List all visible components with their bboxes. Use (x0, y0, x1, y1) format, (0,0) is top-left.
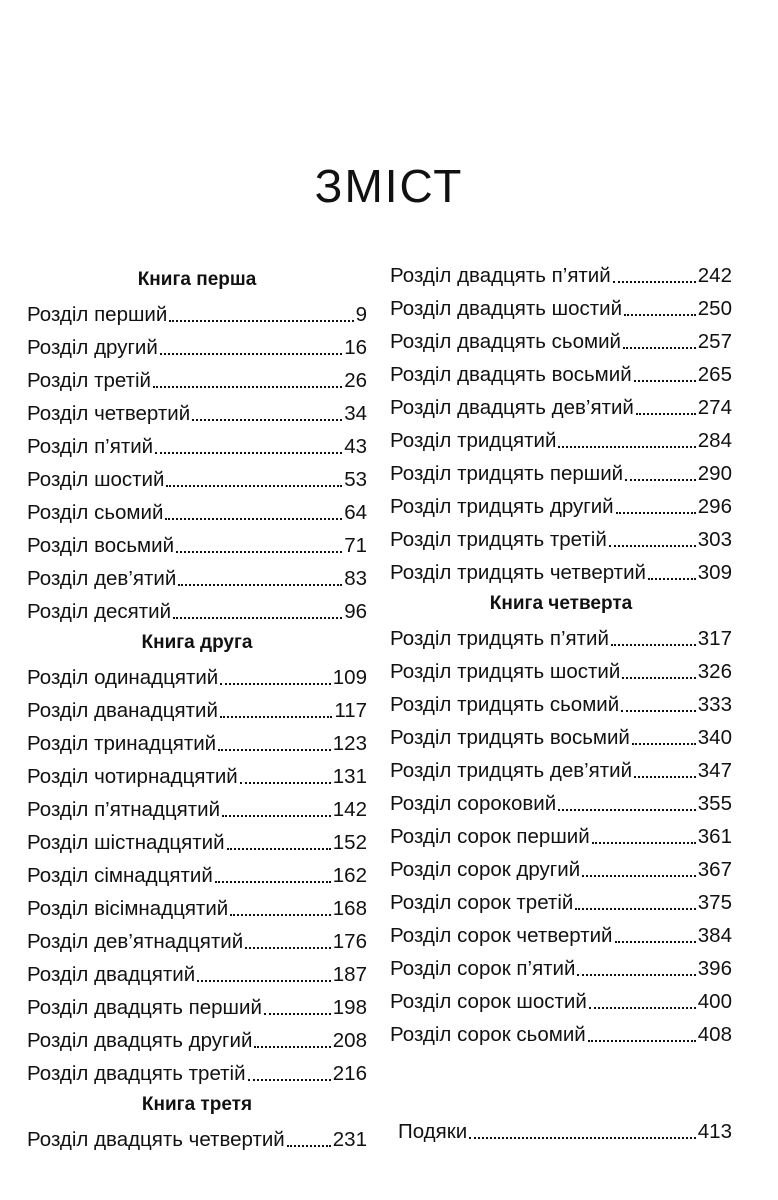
dot-leader (287, 1143, 331, 1147)
toc-entry-page: 176 (332, 930, 367, 953)
toc-entry-label: Розділ тринадцятий (27, 732, 217, 755)
dot-leader (613, 279, 696, 283)
toc-entry-page: 71 (344, 534, 367, 557)
toc-entry-label: Розділ чотирнадцятий (27, 765, 238, 788)
toc-entry-page: 16 (344, 336, 367, 359)
toc-entry-page: 367 (697, 858, 732, 881)
toc-entry[interactable] (390, 949, 732, 982)
dot-leader (178, 582, 342, 586)
toc-entry-label: Розділ сімнадцятий (27, 864, 213, 887)
toc-entry[interactable] (390, 784, 732, 817)
toc-entry-page: 117 (334, 699, 367, 722)
toc-entry[interactable] (27, 988, 367, 1021)
toc-entry-label: Розділ сорок третій (390, 891, 574, 914)
toc-entry[interactable] (390, 355, 732, 388)
dot-leader (623, 345, 696, 349)
toc-entry-label: Розділ тридцять четвертий (390, 561, 646, 584)
toc-entry-label: Розділ сьомий (27, 501, 164, 524)
dot-leader (616, 510, 696, 514)
toc-entry[interactable] (27, 328, 367, 361)
toc-entry-label: Розділ двадцять дев’ятий (390, 396, 634, 419)
toc-entry-label: Розділ двадцять перший (27, 996, 262, 1019)
toc-entry-page: 43 (344, 435, 367, 458)
dot-leader (227, 846, 331, 850)
dot-leader (215, 879, 331, 883)
toc-entry-label: Розділ сорок перший (390, 825, 590, 848)
toc-entry[interactable] (27, 460, 367, 493)
toc-entry-page: 34 (344, 402, 367, 425)
dot-leader (218, 747, 331, 751)
toc-entry-page: 361 (697, 825, 732, 848)
toc-entry-page: 152 (332, 831, 367, 854)
dot-leader (160, 351, 342, 355)
toc-right-column (390, 256, 732, 1048)
toc-entry-page: 284 (697, 429, 732, 452)
dot-leader (254, 1044, 330, 1048)
toc-entry-label: Розділ тридцять п’ятий (390, 627, 609, 650)
toc-entry-page: 400 (697, 990, 732, 1013)
toc-entry-label: Розділ двадцять шостий (390, 297, 623, 320)
toc-entry-page: 296 (697, 495, 732, 518)
toc-entry[interactable] (27, 1120, 367, 1153)
dot-leader (192, 417, 342, 421)
toc-entry-label: Розділ п’ятнадцятий (27, 798, 221, 821)
toc-entry-label: Розділ тридцять шостий (390, 660, 621, 683)
dot-leader (166, 483, 342, 487)
toc-entry[interactable] (390, 619, 732, 652)
toc-entry[interactable] (27, 394, 367, 427)
toc-entry-page: 96 (344, 600, 367, 623)
toc-entry[interactable] (390, 916, 732, 949)
dot-leader (632, 741, 696, 745)
toc-entry[interactable] (27, 856, 367, 889)
toc-entry[interactable] (27, 1021, 367, 1054)
toc-entry[interactable] (390, 289, 732, 322)
toc-entry-label: Розділ четвертий (27, 402, 191, 425)
toc-entry-page: 347 (697, 759, 732, 782)
toc-entry[interactable] (390, 388, 732, 421)
toc-left-column (27, 262, 367, 1153)
toc-entry-page: 242 (697, 264, 732, 287)
toc-entry-label: Розділ тридцять дев’ятий (390, 759, 633, 782)
toc-entry[interactable] (27, 922, 367, 955)
toc-entry-page: 340 (697, 726, 732, 749)
toc-entry[interactable] (27, 1054, 367, 1087)
toc-entry-page: 26 (344, 369, 367, 392)
toc-entry-page: 131 (332, 765, 367, 788)
toc-entry[interactable] (390, 850, 732, 883)
toc-entry-label: Розділ дванадцятий (27, 699, 218, 722)
toc-entry-label: Розділ сорок шостий (390, 990, 587, 1013)
dot-leader (165, 516, 342, 520)
toc-entry-page: 355 (697, 792, 732, 815)
toc-entry[interactable] (390, 685, 732, 718)
toc-entry[interactable] (27, 295, 367, 328)
toc-entry-page: 408 (697, 1023, 732, 1046)
toc-entry-page: 303 (697, 528, 732, 551)
toc-entry-label: Розділ сорок другий (390, 858, 581, 881)
dot-leader (624, 312, 696, 316)
toc-entry[interactable] (390, 982, 732, 1015)
toc-entry-page: 198 (332, 996, 367, 1019)
toc-entry-page: 265 (697, 363, 732, 386)
dot-leader (248, 1077, 331, 1081)
toc-entry[interactable] (390, 322, 732, 355)
toc-entry-page: 64 (344, 501, 367, 524)
dot-leader (611, 642, 696, 646)
dot-leader (625, 477, 696, 481)
dot-leader (220, 681, 331, 685)
dot-leader (230, 912, 331, 916)
dot-leader (575, 906, 695, 910)
toc-entry-page: 216 (332, 1062, 367, 1085)
toc-entry-page: 109 (332, 666, 367, 689)
toc-entry[interactable] (27, 823, 367, 856)
dot-leader (173, 615, 342, 619)
toc-entry-label: Розділ дев’ятнадцятий (27, 930, 244, 953)
toc-entry-label: Розділ двадцятий (27, 963, 196, 986)
dot-leader (636, 411, 696, 415)
dot-leader (634, 774, 696, 778)
toc-entry-page: 123 (332, 732, 367, 755)
dot-leader (264, 1011, 331, 1015)
toc-entry-label: Розділ сорок п’ятий (390, 957, 576, 980)
toc-entry[interactable] (27, 955, 367, 988)
dot-leader (588, 1038, 696, 1042)
dot-leader (615, 939, 696, 943)
toc-entry-page: 333 (697, 693, 732, 716)
toc-entry-label: Розділ тридцять третій (390, 528, 607, 551)
toc-entry[interactable] (27, 658, 367, 691)
toc-entry-page: 396 (697, 957, 732, 980)
dot-leader (589, 1005, 696, 1009)
toc-entry[interactable] (390, 553, 732, 586)
toc-entry-label: Розділ двадцять п’ятий (390, 264, 611, 287)
toc-entry-page: 142 (332, 798, 367, 821)
toc-entry[interactable] (390, 751, 732, 784)
toc-entry[interactable] (27, 361, 367, 394)
toc-entry-page: 187 (332, 963, 367, 986)
toc-entry-page: 162 (332, 864, 367, 887)
toc-entry-label: Розділ тридцятий (390, 429, 557, 452)
toc-entry-label: Розділ сорок сьомий (390, 1023, 586, 1046)
toc-entry-page: 290 (697, 462, 732, 485)
toc-entry[interactable] (390, 883, 732, 916)
dot-leader (176, 549, 342, 553)
toc-entry[interactable] (390, 718, 732, 751)
toc-entry-label: Розділ другий (27, 336, 158, 359)
toc-entry[interactable] (390, 421, 732, 454)
toc-entry-label: Розділ перший (27, 303, 168, 326)
toc-entry-label: Розділ тридцять восьмий (390, 726, 630, 749)
toc-entry[interactable] (27, 427, 367, 460)
toc-entry[interactable] (27, 493, 367, 526)
book-heading: Книга третя (141, 1094, 253, 1115)
toc-entry-acknowledgements[interactable] (398, 1112, 732, 1145)
dot-leader (155, 450, 342, 454)
toc-entry[interactable] (390, 652, 732, 685)
toc-entry-label: Розділ двадцять другий (27, 1029, 253, 1052)
toc-entry-page: 413 (697, 1120, 732, 1143)
toc-entry-label: Розділ п’ятий (27, 435, 154, 458)
dot-leader (153, 384, 342, 388)
dot-leader (240, 780, 331, 784)
toc-entry-label: Розділ двадцять третій (27, 1062, 246, 1085)
toc-entry-page: 274 (697, 396, 732, 419)
toc-entry[interactable] (390, 487, 732, 520)
toc-entry[interactable] (27, 724, 367, 757)
toc-entry-page: 208 (332, 1029, 367, 1052)
toc-entry-label: Розділ двадцять сьомий (390, 330, 621, 353)
dot-leader (582, 873, 696, 877)
toc-entry-page: 317 (697, 627, 732, 650)
dot-leader (222, 813, 331, 817)
toc-entry[interactable] (390, 454, 732, 487)
toc-entry[interactable] (27, 889, 367, 922)
toc-entry[interactable] (390, 817, 732, 850)
toc-entry[interactable] (27, 790, 367, 823)
toc-entry-page: 257 (697, 330, 732, 353)
dot-leader (197, 978, 331, 982)
toc-entry[interactable] (390, 520, 732, 553)
toc-entry-page: 168 (332, 897, 367, 920)
toc-entry[interactable] (27, 559, 367, 592)
toc-entry-label: Розділ сорок четвертий (390, 924, 613, 947)
toc-entry-label: Розділ двадцять восьмий (390, 363, 632, 386)
toc-entry[interactable] (390, 1015, 732, 1048)
toc-entry-label: Розділ десятий (27, 600, 172, 623)
toc-entry-page: 309 (697, 561, 732, 584)
toc-entry-label: Розділ шостий (27, 468, 165, 491)
toc-entry-page: 9 (355, 303, 367, 326)
toc-entry-label: Розділ восьмий (27, 534, 175, 557)
dot-leader (648, 576, 696, 580)
toc-entry-label: Розділ третій (27, 369, 151, 392)
toc-entry-label: Подяки (398, 1120, 468, 1143)
toc-entry-page: 53 (344, 468, 367, 491)
toc-entry-label: Розділ сороковий (390, 792, 557, 815)
dot-leader (592, 840, 696, 844)
toc-entry-label: Розділ тридцять перший (390, 462, 624, 485)
toc-entry-label: Розділ шістнадцятий (27, 831, 225, 854)
dot-leader (469, 1135, 696, 1139)
toc-entry-page: 384 (697, 924, 732, 947)
page-title: ЗМІСТ (314, 160, 464, 212)
toc-entry[interactable] (27, 592, 367, 625)
toc-entry[interactable] (27, 691, 367, 724)
book-heading: Книга четверта (489, 593, 633, 614)
toc-entry-label: Розділ вісімнадцятий (27, 897, 229, 920)
toc-entry-page: 231 (332, 1128, 367, 1151)
dot-leader (609, 543, 696, 547)
book-heading: Книга перша (137, 269, 257, 290)
toc-entry[interactable] (390, 256, 732, 289)
dot-leader (621, 708, 696, 712)
toc-entry-page: 250 (697, 297, 732, 320)
dot-leader (622, 675, 696, 679)
toc-entry-label: Розділ дев’ятий (27, 567, 177, 590)
dot-leader (558, 807, 696, 811)
toc-entry[interactable] (27, 526, 367, 559)
toc-entry-label: Розділ тридцять другий (390, 495, 614, 518)
dot-leader (169, 318, 353, 322)
toc-entry-page: 326 (697, 660, 732, 683)
dot-leader (634, 378, 696, 382)
toc-entry-label: Розділ тридцять сьомий (390, 693, 620, 716)
dot-leader (220, 714, 332, 718)
toc-entry[interactable] (27, 757, 367, 790)
toc-entry-label: Розділ двадцять четвертий (27, 1128, 285, 1151)
dot-leader (245, 945, 331, 949)
toc-entry-label: Розділ одинадцятий (27, 666, 219, 689)
toc-entry-page: 83 (344, 567, 367, 590)
toc-entry-page: 375 (697, 891, 732, 914)
dot-leader (577, 972, 695, 976)
dot-leader (558, 444, 695, 448)
book-heading: Книга друга (141, 632, 253, 653)
